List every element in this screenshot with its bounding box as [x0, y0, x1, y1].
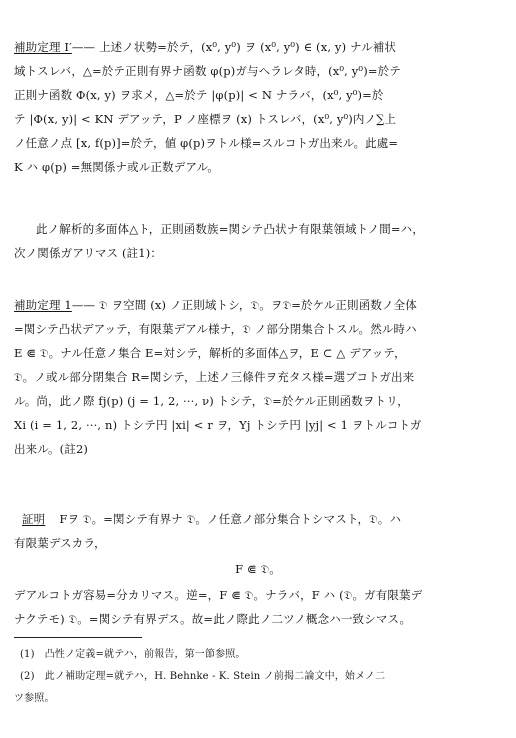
lemma-prime-line-1: 補助定理 I′—— 上述ノ状勢=於テ，(x⁰, y⁰) ヲ (x⁰, y⁰) ∈ (x, y) ナル補状	[14, 40, 397, 54]
lemma-prime-line-3: 正則ナ函数 Φ(x, y) ヲ求メ，△=於テ |φ(p)| < N ナラバ，(x⁰, y⁰)=於	[14, 88, 384, 102]
footnote-divider	[14, 637, 142, 638]
lemma-prime-line-6: K ハ φ(p) =無関係ナ或ル正数デアル。	[14, 160, 219, 174]
proof-line-1: 証明 Fヲ 𝔇。=関シテ有界ナ 𝔇。ノ任意ノ部分集合トシマスト，𝔇。ハ	[22, 512, 402, 526]
lemma1-line-3: E ⋐ 𝔇。ナル任意ノ集合 E=対シテ，解析的多面体△ヲ，E ⊂ △ デアッテ，	[14, 346, 406, 360]
lemma1-line-2: =関シテ凸状デアッテ，有限葉デアル様ナ，𝔇 ノ部分閉集合トスル。然ル時ハ	[14, 322, 417, 336]
proof-formula: F ⋐ 𝔇。	[235, 562, 281, 576]
proof-line-2: 有限葉デスカラ，	[14, 536, 106, 550]
lemma-prime-line-5: ノ任意ノ点 [x, f(p)]=於テ，値 φ(p)ヲトル様=スルコトガ出来ル。此處=	[14, 136, 399, 150]
lemma1-heading: 補助定理 1	[14, 298, 72, 312]
lemma-prime-line-4: テ |Φ(x, y)| < KN デアッテ，P ノ座標ヲ (x) トスレバ，(x⁰, y⁰)内ノ∑上	[14, 112, 397, 126]
intro-line-1: 此ノ解析的多面体△ト，正則函数族=関シテ凸状ナ有限葉領域トノ間=ハ，	[36, 222, 424, 236]
proof-line-3: デアルコトガ容易=分カリマス。逆=，F ⋐ 𝔇。ナラバ，F ハ (𝔇。ガ有限葉デ	[14, 588, 423, 602]
footnote-1: (1) 凸性ノ定義=就テハ，前報告，第一節参照。	[20, 649, 246, 660]
lemma1-line-5: ル。尚，此ノ際 fj(p) (j = 1, 2, ···, ν) トシテ，𝔇=於ケル正則函数ヲトリ，	[14, 394, 409, 408]
lemma1-line-1: 補助定理 1—— 𝔇 ヲ空間 (x) ノ正則域トシ，𝔇。ヲ𝔇=於ケル正則函数ノ全体	[14, 298, 417, 312]
footnote-2: (2) 此ノ補助定理=就テハ，H. Behnke - K. Stein ノ前揭二論文中，始メノ二	[20, 671, 386, 682]
lemma1-line-4: 𝔇。ノ或ル部分閉集合 R=関シテ，上述ノ三條件ヲ充タス様=選ブコトガ出来	[14, 370, 415, 384]
lemma1-line-7: 出来ル。(註2)	[14, 442, 89, 456]
footnote-2-cont: ツ参照。	[14, 693, 55, 704]
intro-line-2: 次ノ関係ガアリマス (註1)：	[14, 246, 163, 260]
proof-heading: 証明	[22, 512, 46, 526]
lemma-prime-heading: 補助定理 I′	[14, 40, 72, 54]
proof-line-4: ナクテモ) 𝔇。=関シテ有界デス。故=此ノ際此ノ二ツノ概念ハ一致シマス。	[14, 612, 412, 626]
lemma1-line-6: Xi (i = 1, 2, ···, n) トシテ円 |xi| < r ヲ，Yj トシテ円 |yj| < 1 ヲトルコトガ	[14, 418, 422, 432]
lemma-prime-line-2: 域トスレバ，△=於テ正則有界ナ函数 φ(p)ガ与ヘラレタ時，(x⁰, y⁰)=於テ	[14, 64, 401, 78]
